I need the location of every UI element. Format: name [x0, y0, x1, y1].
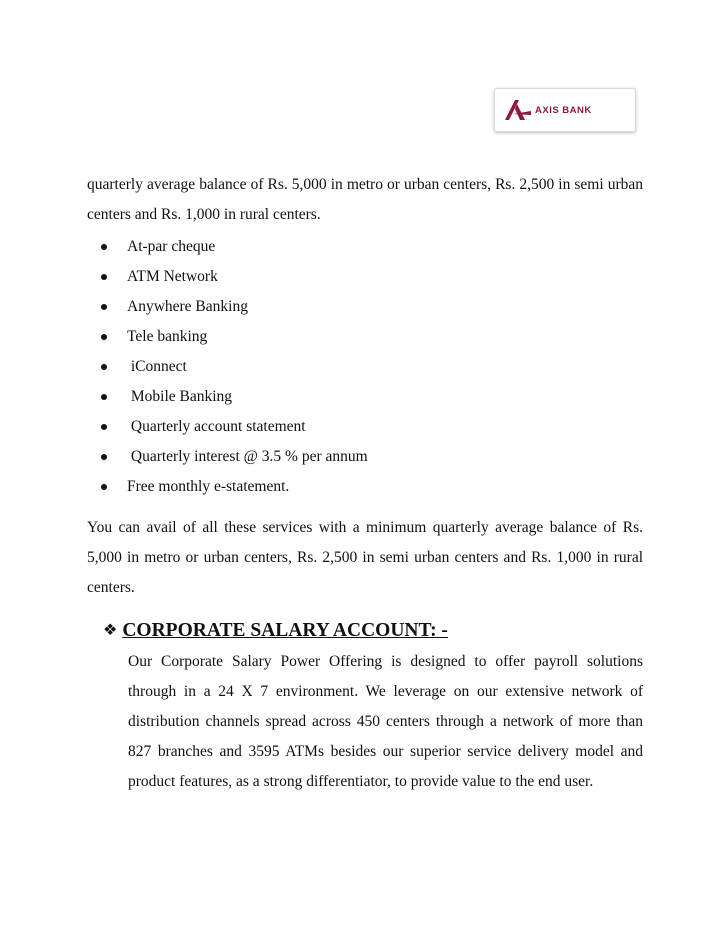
logo-text: AXIS BANK [535, 104, 592, 116]
document-body [87, 170, 643, 797]
bullet-icon [101, 274, 107, 280]
list-item: Anywhere Banking [101, 292, 643, 322]
bullet-icon [101, 304, 107, 310]
corporate-salary-section [87, 615, 643, 797]
bullet-icon [101, 424, 107, 430]
list-item: Free monthly e-statement. [101, 472, 643, 502]
section-body: Our Corporate Salary Power Offering is designed to offer payroll solutions through in a 24 X 7 environment. We leverage on our extensive network of distribution channels spread across 450 centers through a network of more than 827 branches and 3595 ATMs besides our superior service delivery model and product features, as a strong differentiator, to provide value to the end user. [128, 653, 643, 790]
services-list [87, 232, 643, 502]
bullet-icon [101, 454, 107, 460]
list-item: Mobile Banking [101, 382, 643, 412]
list-item: Tele banking [101, 322, 643, 352]
list-item: iConnect [101, 352, 643, 382]
list-item: At-par cheque [101, 232, 643, 262]
bullet-icon [101, 394, 107, 400]
section-heading [103, 615, 643, 647]
bullet-icon [101, 334, 107, 340]
axis-logo-icon [505, 100, 531, 120]
summary-paragraph: You can avail of all these services with a minimum quarterly average balance of Rs. 5,000 in metro or urban centers, Rs. 2,500 in semi urban centers and Rs. 1,000 in rural centers. [87, 519, 643, 596]
intro-paragraph: quarterly average balance of Rs. 5,000 in metro or urban centers, Rs. 2,500 in semi urban centers and Rs. 1,000 in rural centers. [87, 176, 643, 223]
bullet-icon [101, 244, 107, 250]
list-item: Quarterly account statement [101, 412, 643, 442]
diamond-bullet-icon: ❖ [103, 622, 118, 639]
bullet-icon [101, 364, 107, 370]
bullet-icon [101, 484, 107, 490]
list-item: Quarterly interest @ 3.5 % per annum [101, 442, 643, 472]
section-heading-text: CORPORATE SALARY ACCOUNT: - [122, 620, 448, 641]
axis-bank-logo [494, 88, 636, 132]
list-item: ATM Network [101, 262, 643, 292]
